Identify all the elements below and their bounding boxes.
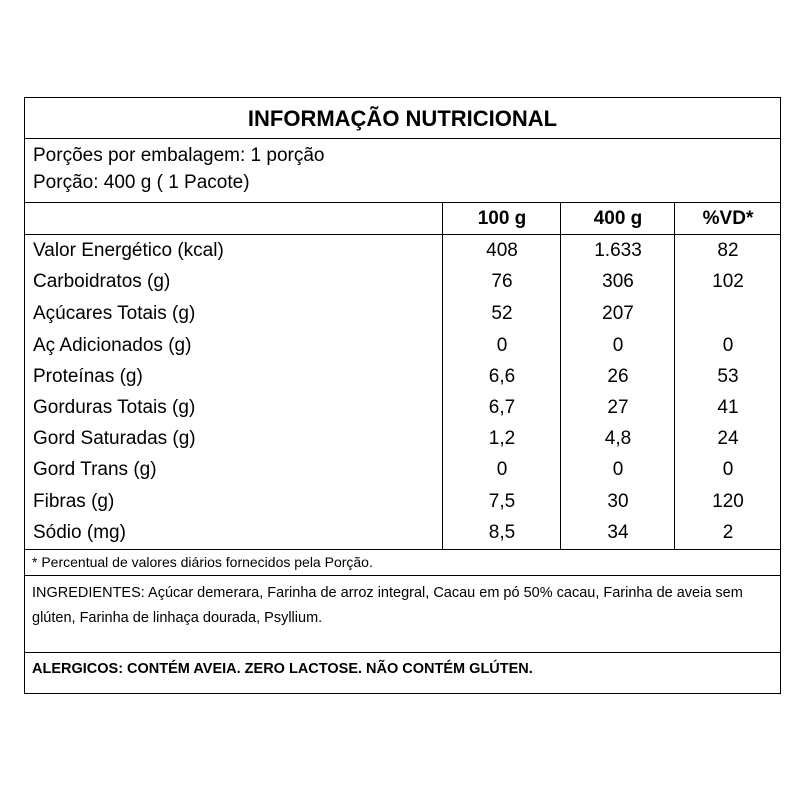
value-per-100g: 76 [491,271,513,292]
nutrient-name: Fibras (g) [33,491,115,512]
serving-info [25,139,780,203]
ingredients-section [25,576,780,653]
daily-value-percent: 2 [722,522,734,543]
nutrient-name: Açúcares Totais (g) [33,303,196,324]
footnote-text: * Percentual de valores diários fornecidos pela Porção. [32,554,373,570]
value-per-100g: 6,6 [488,366,516,387]
daily-value-percent: 41 [717,397,739,418]
value-per-100g: 1,2 [488,428,516,449]
nutrient-name: Proteínas (g) [33,366,143,387]
value-per-400g: 0 [612,335,624,356]
nutrient-name: Aç Adicionados (g) [33,335,192,356]
daily-value-percent: 120 [712,491,744,512]
nutrient-table [25,203,780,550]
nutrient-row [25,235,780,266]
value-per-100g: 0 [496,459,508,480]
nutrient-row [25,266,780,297]
value-per-100g: 7,5 [488,491,516,512]
value-per-400g: 207 [602,303,634,324]
nutrient-row [25,486,780,517]
ingredients-text: INGREDIENTES: Açúcar demerara, Farinha de arroz integral, Cacau em pó 50% cacau, Farinha de aveia sem glúten, Farinha de linhaça dourada, Psyllium. [32,585,743,626]
nutrient-row [25,392,780,423]
value-per-400g: 4,8 [604,428,632,449]
serving-size: Porção: 400 g ( 1 Pacote) [33,172,250,193]
nutrient-row [25,517,780,548]
daily-value-percent: 102 [712,271,744,292]
nutrient-name: Carboidratos (g) [33,271,171,292]
nutrition-facts-label [24,97,781,694]
daily-value-percent: 82 [717,240,739,261]
value-per-100g: 0 [496,335,508,356]
nutrient-name: Valor Energético (kcal) [33,240,224,261]
column-header-daily-value: %VD* [702,208,754,229]
value-per-400g: 30 [607,491,629,512]
servings-per-package: Porções por embalagem: 1 porção [33,145,325,166]
allergens-section [25,653,780,693]
value-per-100g: 6,7 [488,397,516,418]
nutrient-row [25,298,780,329]
value-per-400g: 34 [607,522,629,543]
daily-value-percent: 24 [717,428,739,449]
column-header-100g: 100 g [477,208,527,229]
value-per-400g: 26 [607,366,629,387]
value-per-400g: 0 [612,459,624,480]
nutrient-row [25,361,780,392]
nutrient-row [25,454,780,485]
nutrient-name: Gord Trans (g) [33,459,157,480]
nutrient-name: Gorduras Totais (g) [33,397,196,418]
nutrient-name: Sódio (mg) [33,522,126,543]
nutrient-name: Gord Saturadas (g) [33,428,196,449]
daily-value-footnote [25,550,780,576]
label-title: INFORMAÇÃO NUTRICIONAL [25,98,780,139]
value-per-400g: 306 [602,271,634,292]
value-per-100g: 408 [486,240,518,261]
nutrient-row [25,423,780,454]
daily-value-percent: 0 [722,459,734,480]
daily-value-percent: 53 [717,366,739,387]
value-per-400g: 27 [607,397,629,418]
daily-value-percent: 0 [722,335,734,356]
value-per-100g: 52 [491,303,513,324]
allergens-text: ALERGICOS: CONTÉM AVEIA. ZERO LACTOSE. NÃO CONTÉM GLÚTEN. [32,661,533,677]
value-per-400g: 1.633 [594,240,642,261]
value-per-100g: 8,5 [488,522,516,543]
column-header-400g: 400 g [593,208,643,229]
nutrient-row [25,330,780,361]
